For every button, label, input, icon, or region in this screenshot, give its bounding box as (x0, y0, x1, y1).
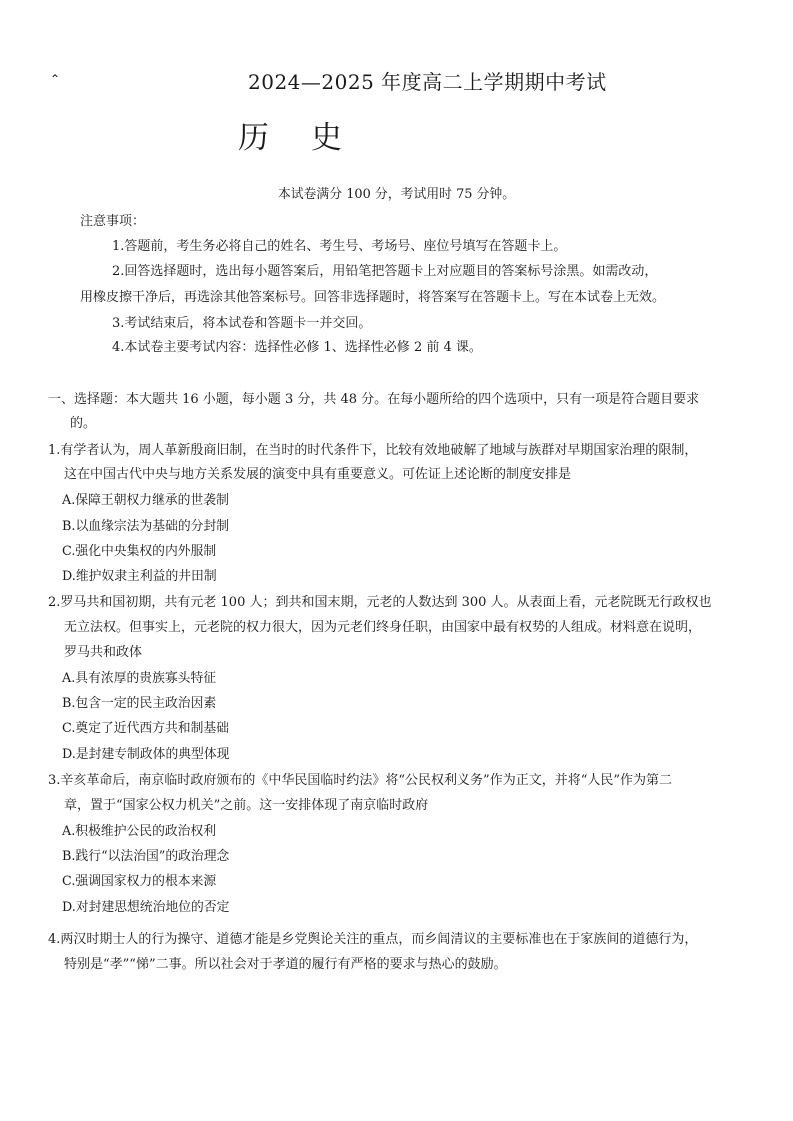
exam-title: 2024—2025 年度高二上学期期中考试 (248, 70, 607, 94)
question-3-option-d: D.对封建思想统治地位的否定 (62, 900, 230, 915)
question-1-stem-line-1: 1.有学者认为，周人革新殷商旧制，在当时的时代条件下，比较有效地破解了地域与族群对早期国家治理的限制， (48, 443, 698, 458)
question-3-stem-line-2: 章，置于“国家公权力机关”之前。这一安排体现了南京临时政府 (64, 798, 429, 813)
question-3-option-a: A.积极维护公民的政治权利 (62, 824, 217, 839)
question-3-stem-line-1: 3.辛亥革命后，南京临时政府颁布的《中华民国临时约法》将“公民权利义务”作为正文，并将“人民”作为第二 (48, 773, 672, 788)
question-2-option-c: C.奠定了近代西方共和制基础 (62, 721, 229, 736)
subject-title: 历史 (238, 120, 384, 156)
notice-item-1: 1.答题前，考生务必将自己的姓名、考生号、考场号、座位号填写在答题卡上。 (112, 239, 567, 254)
question-2-option-b: B.包含一定的民主政治因素 (62, 696, 217, 711)
question-1-option-a: A.保障王朝权力继承的世袭制 (62, 493, 229, 508)
section-heading-line-1: 一、选择题：本大题共 16 小题，每小题 3 分，共 48 分。在每小题所给的四个选项中，只有一项是符合题目要求 (48, 392, 700, 407)
question-2-option-d: D.是封建专制政体的典型体现 (62, 747, 230, 762)
question-1-option-d: D.维护奴隶主利益的井田制 (62, 569, 217, 584)
question-2-stem-line-3: 罗马共和政体 (64, 645, 143, 660)
question-1-option-c: C.强化中央集权的内外服制 (62, 544, 217, 559)
question-1-stem-line-2: 这在中国古代中央与地方关系发展的演变中具有重要意义。可佐证上述论断的制度安排是 (64, 467, 572, 482)
question-1-option-b: B.以血缘宗法为基础的分封制 (62, 519, 230, 534)
question-2-stem-line-1: 2.罗马共和国初期，共有元老 100 人；到共和国末期，元老的人数达到 300 人。从表面上看，元老院既无行政权也 (48, 595, 712, 610)
notice-item-4: 4.本试卷主要考试内容：选择性必修 1、选择性必修 2 前 4 课。 (112, 340, 482, 355)
exam-meta: 本试卷满分 100 分，考试用时 75 分钟。 (277, 187, 516, 202)
notice-item-2-line-1: 2.回答选择题时，选出每小题答案后，用铅笔把答题卡上对应题目的答案标号涂黑。如需改动， (112, 264, 658, 279)
question-2-stem-line-2: 无立法权。但事实上，元老院的权力很大，因为元老们终身任职，由国家中最有权势的人组成。材料意在说明， (64, 620, 702, 635)
notice-heading: 注意事项： (80, 214, 146, 229)
question-2-option-a: A.具有浓厚的贵族寡头特征 (62, 671, 217, 686)
notice-item-3: 3.考试结束后，将本试卷和答题卡一并交回。 (112, 316, 372, 331)
notice-item-2-line-2: 用橡皮擦干净后，再选涂其他答案标号。回答非选择题时，将答案写在答题卡上。写在本试卷上无效。 (80, 290, 666, 305)
stray-mark: ⌃ (50, 72, 61, 86)
question-3-option-b: B.践行“以法治国”的政治理念 (62, 849, 230, 864)
section-heading-line-2: 的。 (70, 416, 97, 431)
question-3-option-c: C.强调国家权力的根本来源 (62, 874, 217, 889)
question-4-stem-line-1: 4.两汉时期士人的行为操守、道德才能是乡党舆论关注的重点，而乡闾清议的主要标准也在于家族间的道德行为， (48, 932, 698, 947)
question-4-stem-line-2: 特别是“孝”“悌”二事。所以社会对于孝道的履行有严格的要求与热心的鼓励。 (64, 957, 507, 972)
